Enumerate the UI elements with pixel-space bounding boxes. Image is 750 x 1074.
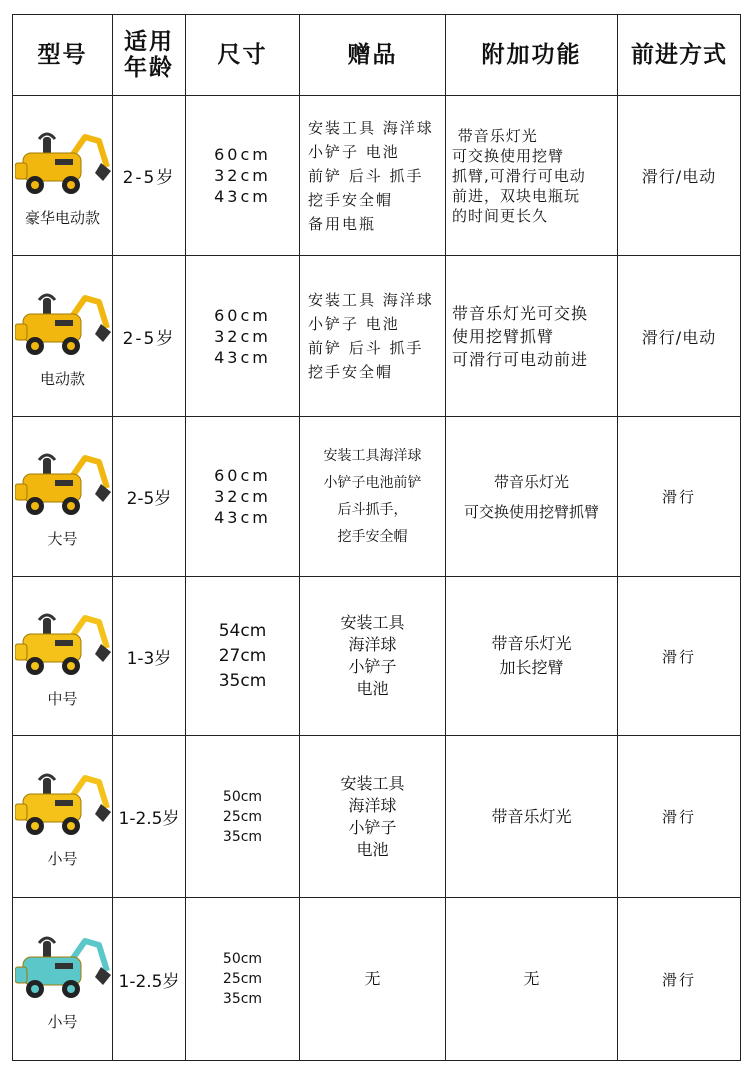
gift-line: 海洋球 <box>348 635 397 654</box>
function-cell <box>446 736 618 898</box>
function-line: 加长挖臂 <box>499 658 564 677</box>
spec-table <box>12 14 741 1061</box>
gift-line: 安装工具 海洋球 <box>308 118 434 137</box>
size-length: 50cm <box>222 951 263 967</box>
table-row <box>13 736 741 898</box>
size-width: 25cm <box>222 971 263 987</box>
table-row <box>13 898 741 1061</box>
function-line: 可滑行可电动前进 <box>452 349 589 369</box>
mode-cell: 滑行/电动 <box>618 96 741 256</box>
header-model: 型号 <box>13 15 113 96</box>
model-cell <box>13 736 113 898</box>
age-cell: 2-5岁 <box>113 417 186 577</box>
gift-line: 后斗抓手， <box>337 501 408 518</box>
gift-line: 小铲子 电池 <box>308 315 400 333</box>
gift-line: 小铲子电池前铲 <box>323 474 422 491</box>
model-name: 小号 <box>47 1012 78 1031</box>
mode-cell: 滑行 <box>618 736 741 898</box>
function-cell <box>446 898 618 1061</box>
size-width: 27cm <box>218 645 267 666</box>
size-height: 43cm <box>214 508 271 527</box>
size-length: 54cm <box>218 620 267 641</box>
gift-line: 前铲 后斗 抓手 <box>308 166 424 185</box>
size-width: 32cm <box>214 166 271 185</box>
size-cell <box>186 417 300 577</box>
header-age-line2: 年龄 <box>124 55 174 81</box>
function-line: 带音乐灯光可交换 <box>452 303 589 323</box>
gift-cell <box>300 417 446 577</box>
size-length: 60cm <box>214 145 271 164</box>
header-row <box>13 15 741 96</box>
size-cell <box>186 736 300 898</box>
age-cell: 2-5岁 <box>113 96 186 256</box>
function-cell <box>446 256 618 417</box>
size-cell <box>186 577 300 736</box>
age-cell: 2-5岁 <box>113 256 186 417</box>
model-cell <box>13 577 113 736</box>
size-height: 43cm <box>214 187 271 206</box>
model-cell <box>13 898 113 1061</box>
size-cell <box>186 96 300 256</box>
function-line: 可交换使用挖臂 <box>452 146 565 165</box>
gift-line: 备用电瓶 <box>308 214 377 233</box>
gift-cell <box>300 736 446 898</box>
gift-cell <box>300 577 446 736</box>
size-cell <box>186 898 300 1061</box>
table-row <box>13 577 741 736</box>
function-line: 前进，双块电瓶玩 <box>452 186 581 205</box>
header-age-line1: 适用 <box>124 28 174 55</box>
model-name: 小号 <box>47 850 78 868</box>
model-name: 中号 <box>47 689 78 708</box>
excavator-ride-on-icon <box>13 123 112 201</box>
size-cell <box>186 256 300 417</box>
age-cell: 1-2.5岁 <box>113 736 186 898</box>
header-mode: 前进方式 <box>618 15 741 96</box>
header-age <box>113 15 186 96</box>
model-name: 大号 <box>47 530 78 548</box>
gift-line: 安装工具 <box>340 613 405 632</box>
size-length: 50cm <box>222 788 263 805</box>
age-cell: 1-2.5岁 <box>113 898 186 1061</box>
function-cell <box>446 577 618 736</box>
size-width: 25cm <box>222 808 263 825</box>
mode-cell: 滑行 <box>618 577 741 736</box>
function-line: 带音乐灯光 <box>452 126 538 145</box>
function-cell <box>446 417 618 577</box>
gift-line: 挖手安全帽 <box>308 190 394 209</box>
model-cell <box>13 96 113 256</box>
excavator-ride-on-icon <box>13 444 112 522</box>
gift-line: 挖手安全帽 <box>308 363 394 381</box>
mode-cell: 滑行 <box>618 417 741 577</box>
size-length: 60cm <box>214 305 271 325</box>
table-row <box>13 96 741 256</box>
function-line: 带音乐灯光 <box>493 472 569 491</box>
table-row <box>13 417 741 577</box>
gift-line: 电池 <box>356 839 389 859</box>
gift-cell <box>300 256 446 417</box>
mode-cell: 滑行/电动 <box>618 256 741 417</box>
header-gift: 赠品 <box>300 15 446 96</box>
size-width: 32cm <box>214 326 271 346</box>
gift-cell <box>300 96 446 256</box>
excavator-ride-on-icon <box>13 604 112 682</box>
excavator-ride-on-icon <box>13 764 112 842</box>
function-line: 的时间更长久 <box>452 206 549 225</box>
gift-line: 无 <box>364 969 381 988</box>
table-row <box>13 256 741 417</box>
model-cell <box>13 256 113 417</box>
gift-cell <box>300 898 446 1061</box>
age-cell: 1-3岁 <box>113 577 186 736</box>
size-height: 35cm <box>218 670 267 691</box>
excavator-ride-on-icon <box>13 927 112 1005</box>
function-line: 使用挖臂抓臂 <box>452 326 555 346</box>
size-width: 32cm <box>214 487 271 506</box>
model-name: 豪华电动款 <box>24 209 100 227</box>
gift-line: 小铲子 <box>348 817 397 837</box>
mode-cell: 滑行 <box>618 898 741 1061</box>
size-length: 60cm <box>214 466 271 485</box>
gift-line: 海洋球 <box>348 795 397 815</box>
size-height: 43cm <box>214 347 271 367</box>
gift-line: 安装工具 海洋球 <box>308 291 434 309</box>
function-line: 抓臂,可滑行可电动 <box>452 166 586 185</box>
function-line: 带音乐灯光 <box>491 806 572 826</box>
gift-line: 小铲子 <box>348 657 397 676</box>
gift-line: 安装工具海洋球 <box>323 447 422 464</box>
header-function: 附加功能 <box>446 15 618 96</box>
gift-line: 安装工具 <box>340 773 405 793</box>
gift-line: 挖手安全帽 <box>337 528 408 545</box>
size-height: 35cm <box>222 991 263 1007</box>
model-name: 电动款 <box>39 369 85 388</box>
gift-line: 小铲子 电池 <box>308 142 400 161</box>
model-cell <box>13 417 113 577</box>
header-size: 尺寸 <box>186 15 300 96</box>
function-cell <box>446 96 618 256</box>
gift-line: 前铲 后斗 抓手 <box>308 339 424 357</box>
function-line: 可交换使用挖臂抓臂 <box>463 502 599 521</box>
size-height: 35cm <box>222 828 263 845</box>
function-line: 无 <box>523 969 540 988</box>
gift-line: 电池 <box>356 679 389 698</box>
function-line: 带音乐灯光 <box>491 634 572 653</box>
excavator-ride-on-icon <box>13 284 112 362</box>
